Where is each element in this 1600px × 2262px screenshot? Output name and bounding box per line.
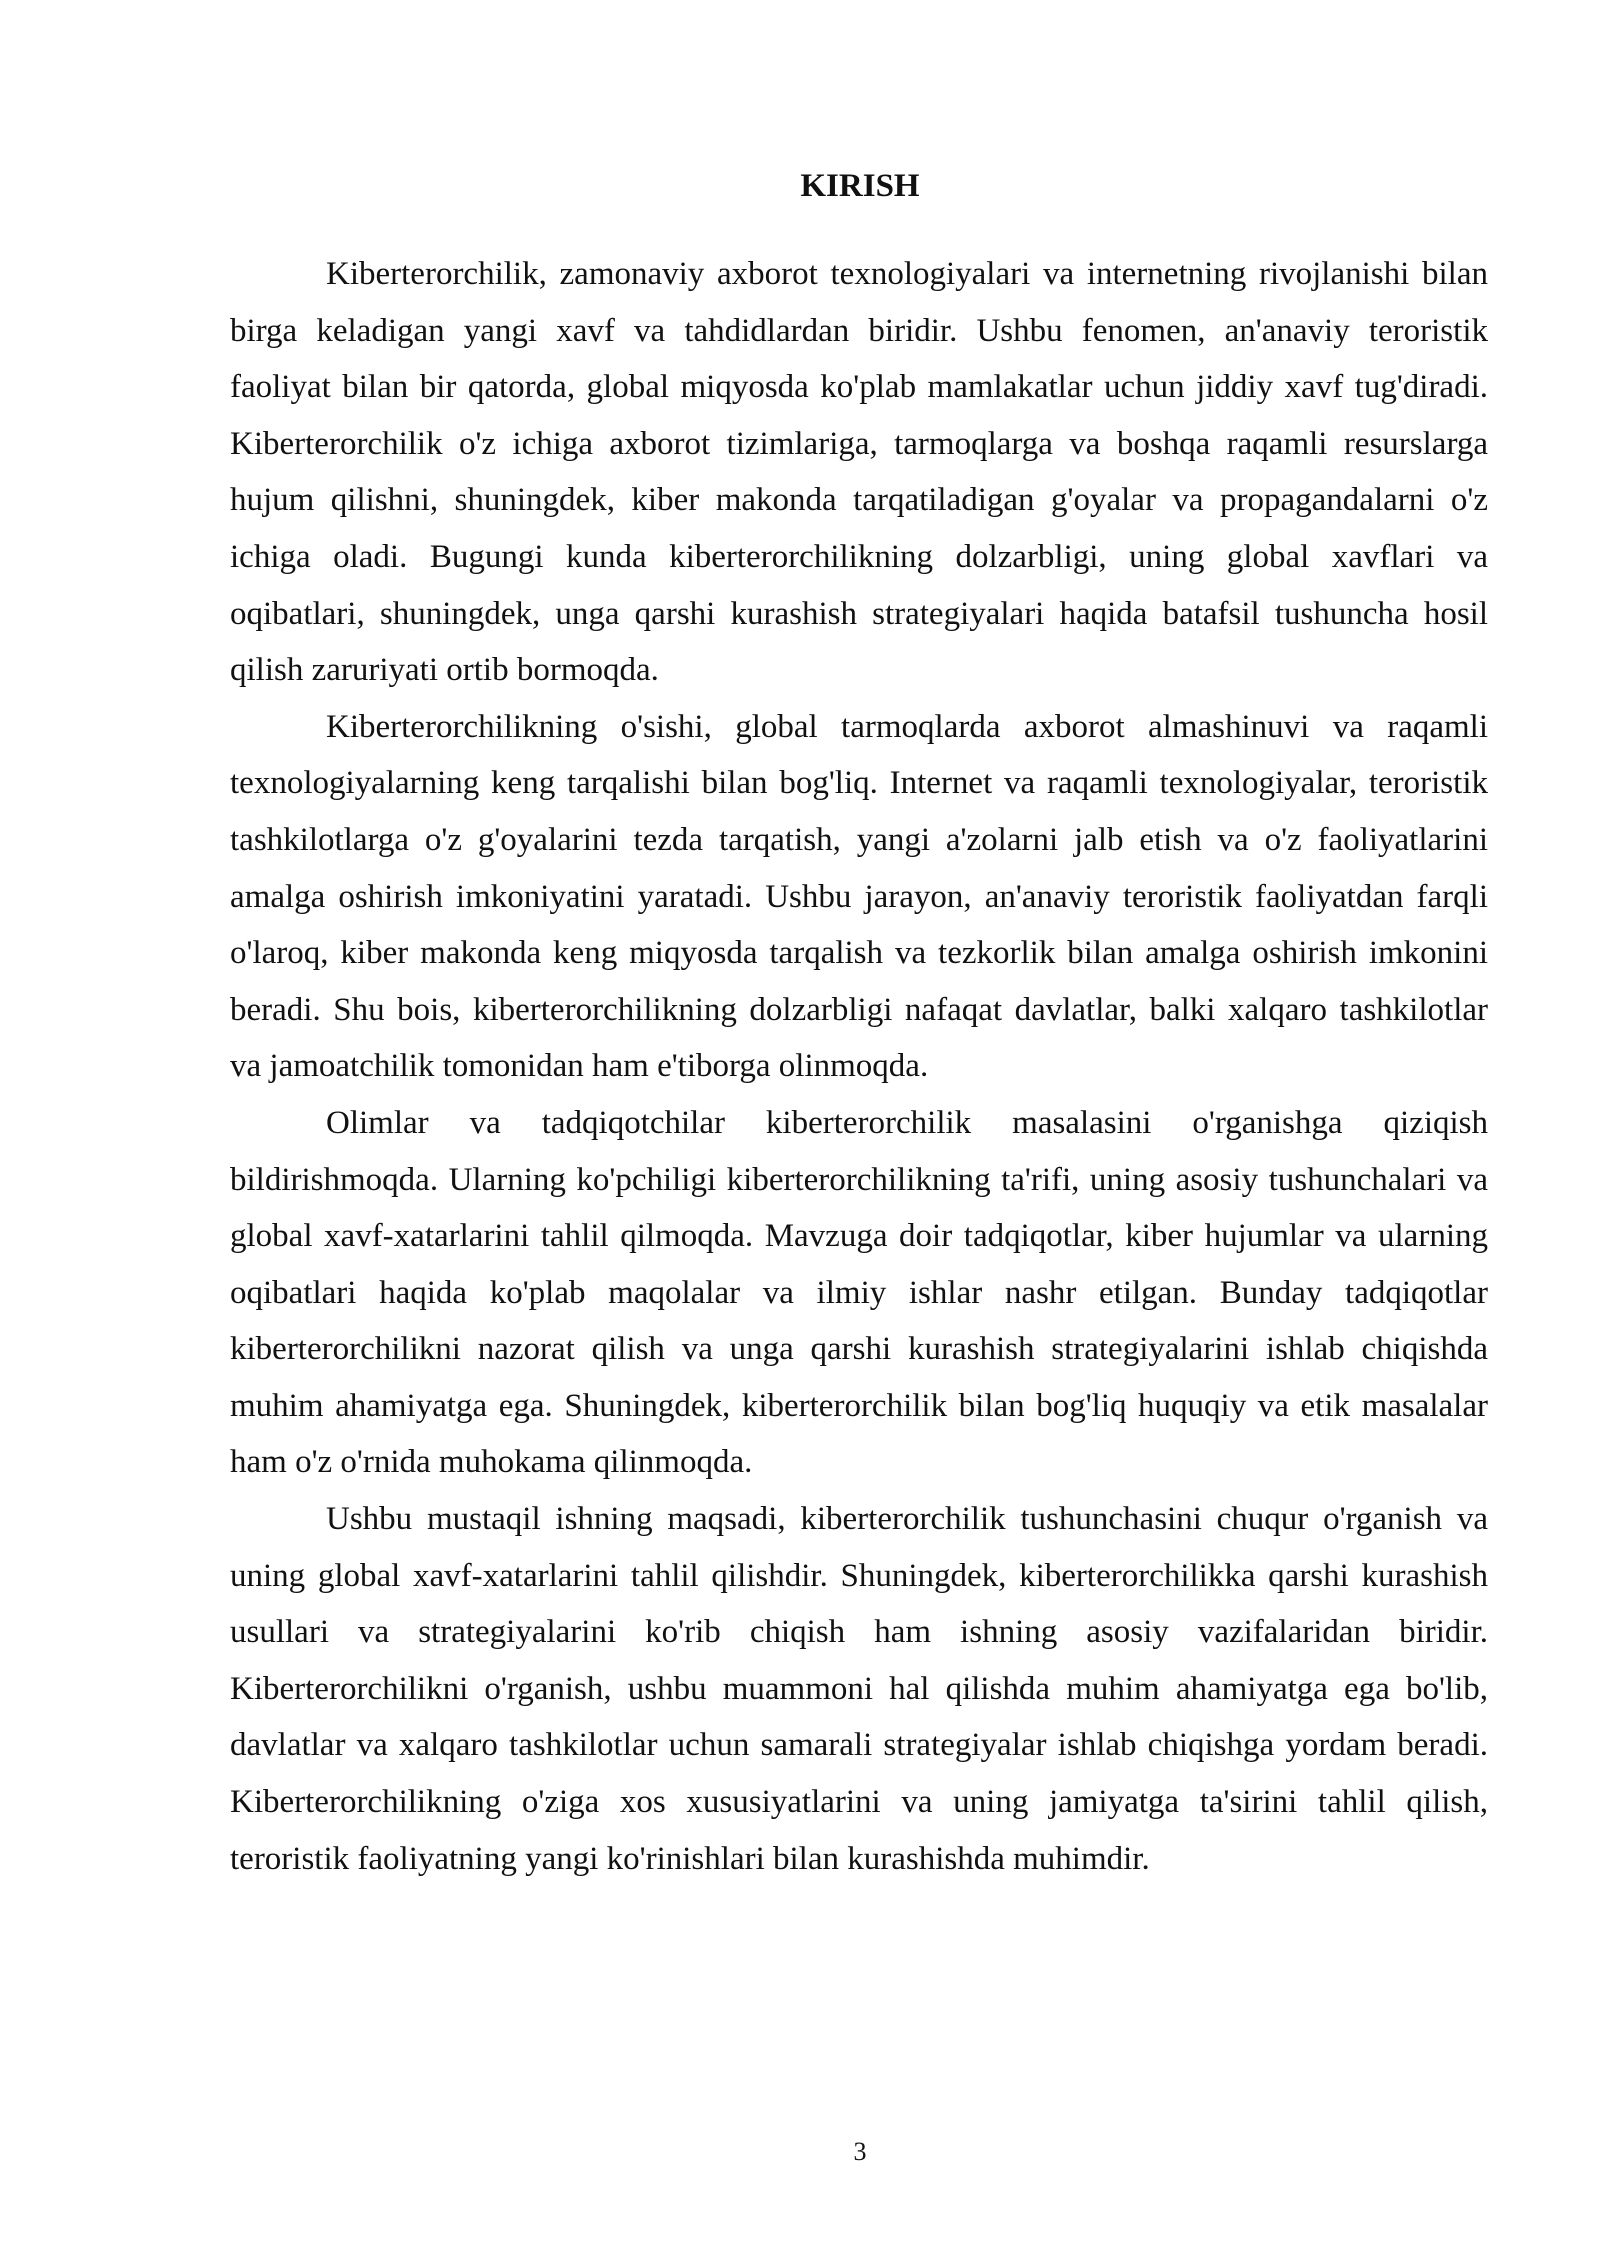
paragraph-3: Olimlar va tadqiqotchilar kiberterorchilik masalasini o'rganishga qiziqish bildirishmoqda. Ularning ko'pchiligi kiberterorchilikning ta'rifi, uning asosiy tushunchalari va global xavf-xatarlarini tahlil qilmoqda. Mavzuga doir tadqiqotlar, kiber hujumlar va ularning oqibatlari haqida ko'plab maqolalar va ilmiy ishlar nashr etilgan. Bunday tadqiqotlar kiberterorchilikni nazorat qilish va unga qarshi kurashish strategiyalarini ishlab chiqishda muhim ahamiyatga ega. Shuningdek, kiberterorchilik bilan bog'liq huquqiy va etik masalalar ham o'z o'rnida muhokama qilinmoqda. [230,1104,1488,1481]
paragraph-1: Kiberterorchilik, zamonaviy axborot texnologiyalari va internetning rivojlanishi bilan birga keladigan yangi xavf va tahdidlardan biridir. Ushbu fenomen, an'anaviy teroristik faoliyat bilan bir qatorda, global miqyosda ko'plab mamlakatlar uchun jiddiy xavf tug'diradi. Kiberterorchilik o'z ichiga axborot tizimlariga, tarmoqlarga va boshqa raqamli resurslarga hujum qilishni, shuningdek, kiber makonda tarqatiladigan g'oyalar va propagandalarni o'z ichiga oladi. Bugungi kunda kiberterorchilikning dolzarbligi, uning global xavflari va oqibatlari, shuningdek, unga qarshi kurashish strategiyalari haqida batafsil tushuncha hosil qilish zaruriyati ortib bormoqda. [230,256,1488,689]
page-number: 3 [853,2137,867,2166]
body-text [230,246,1488,1887]
paragraph-4: Ushbu mustaqil ishning maqsadi, kiberterorchilik tushunchasini chuqur o'rganish va uning global xavf-xatarlarini tahlil qilishdir. Shuningdek, kiberterorchilikka qarshi kurashish usullari va strategiyalarini ko'rib chiqish ham ishning asosiy vazifalaridan biridir. Kiberterorchilikni o'rganish, ushbu muammoni hal qilishda muhim ahamiyatga ega bo'lib, davlatlar va xalqaro tashkilotlar uchun samarali strategiyalar ishlab chiqishga yordam beradi. Kiberterorchilikning o'ziga xos xususiyatlarini va uning jamiyatga ta'sirini tahlil qilish, teroristik faoliyatning yangi ko'rinishlari bilan kurashishda muhimdir. [230,1501,1488,1877]
paragraph-2: Kiberterorchilikning o'sishi, global tarmoqlarda axborot almashinuvi va raqamli texnologiyalarning keng tarqalishi bilan bog'liq. Internet va raqamli texnologiyalar, teroristik tashkilotlarga o'z g'oyalarini tezda tarqatish, yangi a'zolarni jalb etish va o'z faoliyatlarini amalga oshirish imkoniyatini yaratadi. Ushbu jarayon, an'anaviy teroristik faoliyatdan farqli o'laroq, kiber makonda keng miqyosda tarqalish va tezkorlik bilan amalga oshirish imkonini beradi. Shu bois, kiberterorchilikning dolzarbligi nafaqat davlatlar, balki xalqaro tashkilotlar va jamoatchilik tomonidan ham e'tiborga olinmoqda. [230,708,1488,1085]
page-title: KIRISH [800,168,920,204]
